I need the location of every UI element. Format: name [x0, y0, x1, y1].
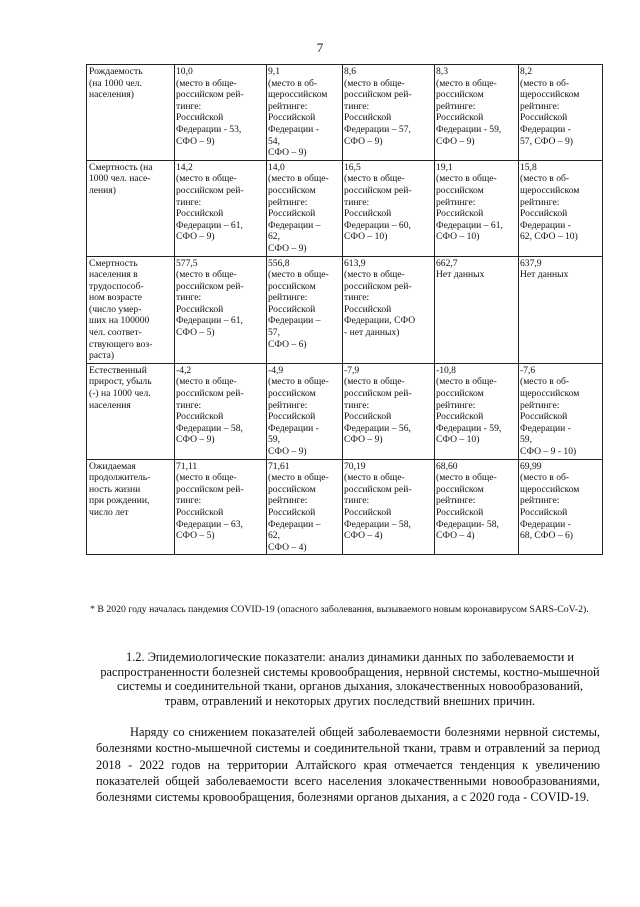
table-cell	[175, 256, 267, 363]
cell-note: (место в обще- российском рейтинге: Российской Федерации - 59, СФО – 9)	[268, 376, 329, 457]
table-cell	[435, 160, 519, 256]
table-cell	[519, 160, 603, 256]
cell-note: (место в обще- российском рейтинге: Российской Федерации- 58, СФО – 4)	[436, 472, 499, 542]
table-cell	[519, 65, 603, 161]
cell-note: Нет данных	[520, 269, 569, 281]
table-cell	[267, 363, 343, 459]
section-heading: 1.2. Эпидемиологические показатели: анализ динамики данных по заболеваемости и распространенности болезней системы кровообращения, нервной системы, костно-мышечной системы и соединительной ткани, органов дыхания, злокачественных новообразований, травм, отравлений и некоторых других последствий внешних причин.	[100, 650, 600, 708]
table-cell	[267, 160, 343, 256]
cell-value: 662,7	[436, 257, 458, 269]
cell-note: (место в обще- российском рейтинге: Российской Федерации – 61, СФО – 10)	[436, 173, 503, 243]
cell-note: (место в обще- российском рей- тинге: Российской Федерации - 53, СФО – 9)	[176, 77, 244, 147]
cell-value: 69,99	[520, 460, 542, 472]
table-cell	[267, 256, 343, 363]
cell-note: (место в об- щероссийском рейтинге: Российской Федерации - 59, СФО – 9 - 10)	[520, 376, 580, 457]
table-cell	[435, 459, 519, 555]
body-paragraph: Наряду со снижением показателей общей заболеваемости болезнями нервной системы, болезнями костно-мышечной системы и соединительной ткани, травм и отравлений за период 2018 - 2022 годов на территории Алтайского края отмечается тенденция к увеличению показателей общей заболеваемости всего населения злокачественными новообразованиями, болезнями системы кровообращения, болезнями органов дыхания, а с 2020 года - COVID-19.	[96, 725, 600, 805]
table-row	[87, 65, 603, 161]
demographic-indicators-table	[86, 64, 603, 555]
table-row	[87, 363, 603, 459]
cell-value: 10,0	[176, 66, 193, 77]
cell-value: 9,1	[268, 66, 280, 77]
cell-note: (место в об- щероссийском рейтинге: Российской Федерации - 62, СФО – 10)	[520, 173, 580, 243]
cell-note: (место в обще- российском рей- тинге: Российской Федерации, СФО - нет данных)	[344, 269, 416, 339]
cell-note: (место в обще- российском рейтинге: Российской Федерации – 57, СФО – 6)	[268, 269, 329, 350]
table-cell	[519, 256, 603, 363]
cell-note: (место в обще- российском рей- тинге: Российской Федерации – 60, СФО – 10)	[344, 173, 412, 243]
table-cell	[435, 363, 519, 459]
table-cell	[175, 65, 267, 161]
cell-note: (место в обще- российском рей- тинге: Российской Федерации – 58, СФО – 9)	[176, 376, 244, 446]
cell-value: -4,9	[268, 364, 284, 376]
table-cell	[175, 363, 267, 459]
cell-value: 68,60	[436, 460, 458, 472]
cell-value: 70,19	[344, 460, 366, 472]
table-cell	[343, 459, 435, 555]
page-number: 7	[316, 40, 324, 55]
table-cell	[343, 256, 435, 363]
row-label: Рождаемость (на 1000 чел. населения)	[87, 65, 175, 161]
cell-note: (место в обще- российском рей- тинге: Российской Федерации – 61, СФО – 9)	[176, 173, 244, 243]
cell-value: 15,8	[520, 161, 537, 173]
cell-value: 16,5	[344, 161, 361, 173]
table-row	[87, 256, 603, 363]
cell-note: (место в обще- российском рей- тинге: Российской Федерации – 56, СФО – 9)	[344, 376, 412, 446]
cell-value: -7,6	[520, 364, 536, 376]
table-cell	[519, 363, 603, 459]
row-label: Естественный прирост, убыль (-) на 1000 чел. населения	[87, 363, 175, 459]
cell-value: 637,9	[520, 257, 542, 269]
table-cell	[435, 65, 519, 161]
cell-note: (место в об- щероссийском рейтинге: Российской Федерации - 68, СФО – 6)	[520, 472, 580, 542]
row-label: Ожидаемая продолжитель- ность жизни при рождении, число лет	[87, 459, 175, 555]
cell-note: (место в обще- российском рейтинге: Российской Федерации - 59, СФО – 10)	[436, 376, 502, 446]
cell-value: -4,2	[176, 364, 192, 376]
cell-value: 577,5	[176, 257, 198, 269]
cell-note: (место в обще- российском рей- тинге: Российской Федерации – 57, СФО – 9)	[344, 77, 412, 147]
table-cell	[175, 459, 267, 555]
row-label: Смертность (на 1000 чел. насе- ления)	[87, 160, 175, 256]
table-footnote: * В 2020 году началась пандемия COVID-19 (опасного заболевания, вызываемого новым коронавирусом SARS-CoV-2).	[90, 604, 589, 615]
cell-note: (место в обще- российском рейтинге: Российской Федерации – 62, СФО – 9)	[268, 173, 329, 254]
cell-note: (место в обще- российском рей- тинге: Российской Федерации – 58, СФО – 4)	[344, 472, 412, 542]
cell-value: 613,9	[344, 257, 366, 269]
row-label: Смертность населения в трудоспособ- ном возрасте (число умер- ших на 100000 чел. соответ- ствующего воз- раста)	[87, 256, 175, 363]
cell-value: 14,0	[268, 161, 285, 173]
table-cell	[343, 65, 435, 161]
cell-note: (место в об- щероссийском рейтинге: Российской Федерации - 54, СФО – 9)	[268, 77, 328, 159]
cell-note: (место в обще- российском рейтинге: Российской Федерации - 59, СФО – 9)	[436, 77, 502, 147]
table-row	[87, 160, 603, 256]
cell-note: (место в обще- российском рей- тинге: Российской Федерации – 63, СФО – 5)	[176, 472, 244, 542]
cell-value: 8,2	[520, 66, 532, 77]
cell-value: 8,3	[436, 66, 448, 77]
cell-note: (место в обще- российском рейтинге: Российской Федерации – 62, СФО – 4)	[268, 472, 329, 553]
cell-value: 556,8	[268, 257, 290, 269]
table-cell	[175, 160, 267, 256]
cell-note: (место в обще- российском рей- тинге: Российской Федерации – 61, СФО – 5)	[176, 269, 244, 339]
table-row	[87, 459, 603, 555]
table-cell	[343, 363, 435, 459]
cell-value: -7,9	[344, 364, 360, 376]
table-cell	[267, 459, 343, 555]
table-cell	[343, 160, 435, 256]
cell-note: Нет данных	[436, 269, 485, 281]
cell-note: (место в об- щероссийском рейтинге: Российской Федерации - 57, СФО – 9)	[520, 77, 580, 147]
cell-value: 71,11	[176, 460, 198, 472]
cell-value: -10,8	[436, 364, 456, 376]
cell-value: 71,61	[268, 460, 290, 472]
cell-value: 14,2	[176, 161, 193, 173]
table-cell	[435, 256, 519, 363]
cell-value: 19,1	[436, 161, 453, 173]
table-cell	[519, 459, 603, 555]
cell-value: 8,6	[344, 66, 356, 77]
table-cell	[267, 65, 343, 161]
